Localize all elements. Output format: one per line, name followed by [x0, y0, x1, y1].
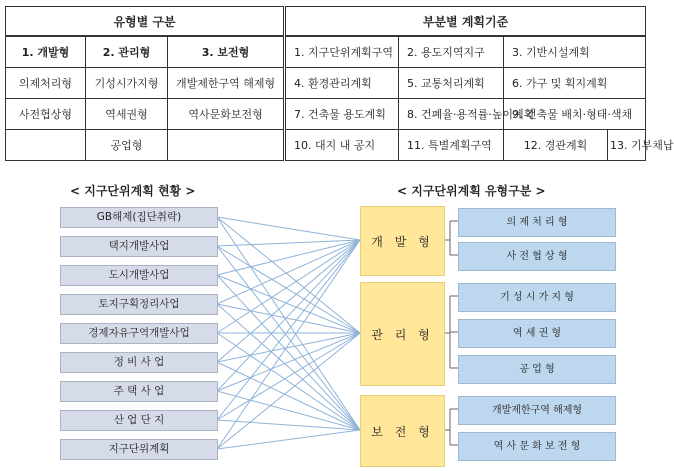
status-item: 택지개발사업: [60, 236, 218, 257]
type-management: 2. 관리형: [86, 36, 168, 68]
criteria-cell: 2. 용도지역지구: [399, 36, 504, 68]
criteria-cell: 3. 기반시설계획: [504, 36, 646, 68]
type-cell: 공업형: [86, 130, 168, 161]
connector-line: [217, 246, 360, 333]
type-cell: 기성시가지형: [86, 68, 168, 99]
status-item: 경제자유구역개발사업: [60, 323, 218, 344]
type-cell: 역세권형: [86, 99, 168, 130]
status-item: 도시개발사업: [60, 265, 218, 286]
connector-line: [217, 240, 360, 420]
type-item: 역 세 권 형: [458, 319, 616, 348]
current-status-title: < 지구단위계획 현황 >: [70, 184, 196, 198]
connector-line: [217, 430, 360, 449]
connector-line: [217, 240, 360, 449]
criteria-cell: 10. 대지 내 공지: [285, 130, 399, 161]
status-item: 토지구획정리사업: [60, 294, 218, 315]
type-development: 1. 개발형: [6, 36, 86, 68]
type-cell: 사전협상형: [6, 99, 86, 130]
connector-line: [217, 420, 360, 430]
connector-line: [217, 333, 360, 449]
status-item: 지구단위계획: [60, 439, 218, 460]
type-conservation: 3. 보전형: [168, 36, 285, 68]
group-development: 개 발 형: [360, 206, 445, 276]
planning-criteria-header: 부분별 계획기준: [285, 7, 646, 37]
connector-line: [217, 217, 360, 240]
type-cell: [168, 130, 285, 161]
criteria-cell: 9. 건축물 배치·형태·색채: [504, 99, 646, 130]
status-item: GB해제(집단취락): [60, 207, 218, 228]
group-conservation: 보 전 형: [360, 395, 445, 467]
criteria-cell: 6. 가구 및 획지계획: [504, 68, 646, 99]
group-management: 관 리 형: [360, 282, 445, 386]
criteria-cell: 1. 지구단위계획구역: [285, 36, 399, 68]
criteria-cell: 7. 건축물 용도계획: [285, 99, 399, 130]
type-item: 개발제한구역 해제형: [458, 396, 616, 425]
type-classification-title: < 지구단위계획 유형구분 >: [397, 184, 546, 198]
criteria-cell: 8. 건폐율·용적률·높이계획: [399, 99, 504, 130]
connector-line: [217, 362, 360, 430]
type-cell: 역사문화보전형: [168, 99, 285, 130]
type-item: 기 성 시 가 지 형: [458, 283, 616, 312]
connector-line: [217, 333, 360, 391]
planning-criteria-table: [5, 6, 674, 161]
status-item: 주 택 사 업: [60, 381, 218, 402]
status-item: 산 업 단 지: [60, 410, 218, 431]
criteria-cell: 11. 특별계획구역: [399, 130, 504, 161]
criteria-cell: 5. 교통처리계획: [399, 68, 504, 99]
connector-line: [217, 240, 360, 333]
type-classification-header: 유형별 구분: [6, 7, 285, 37]
type-item: 공 업 형: [458, 355, 616, 384]
type-item: 역 사 문 화 보 전 형: [458, 432, 616, 461]
criteria-cell: 12. 경관계획: [504, 130, 608, 161]
type-cell: 의제처리형: [6, 68, 86, 99]
type-cell: [6, 130, 86, 161]
type-item: 의 제 처 리 형: [458, 208, 616, 237]
type-item: 사 전 협 상 형: [458, 242, 616, 271]
status-item: 정 비 사 업: [60, 352, 218, 373]
connector-line: [217, 246, 360, 430]
criteria-cell: 13. 기부채납: [608, 130, 646, 161]
type-mapping-diagram: [0, 170, 650, 471]
criteria-cell: 4. 환경관리계획: [285, 68, 399, 99]
type-cell: 개발제한구역 해제형: [168, 68, 285, 99]
